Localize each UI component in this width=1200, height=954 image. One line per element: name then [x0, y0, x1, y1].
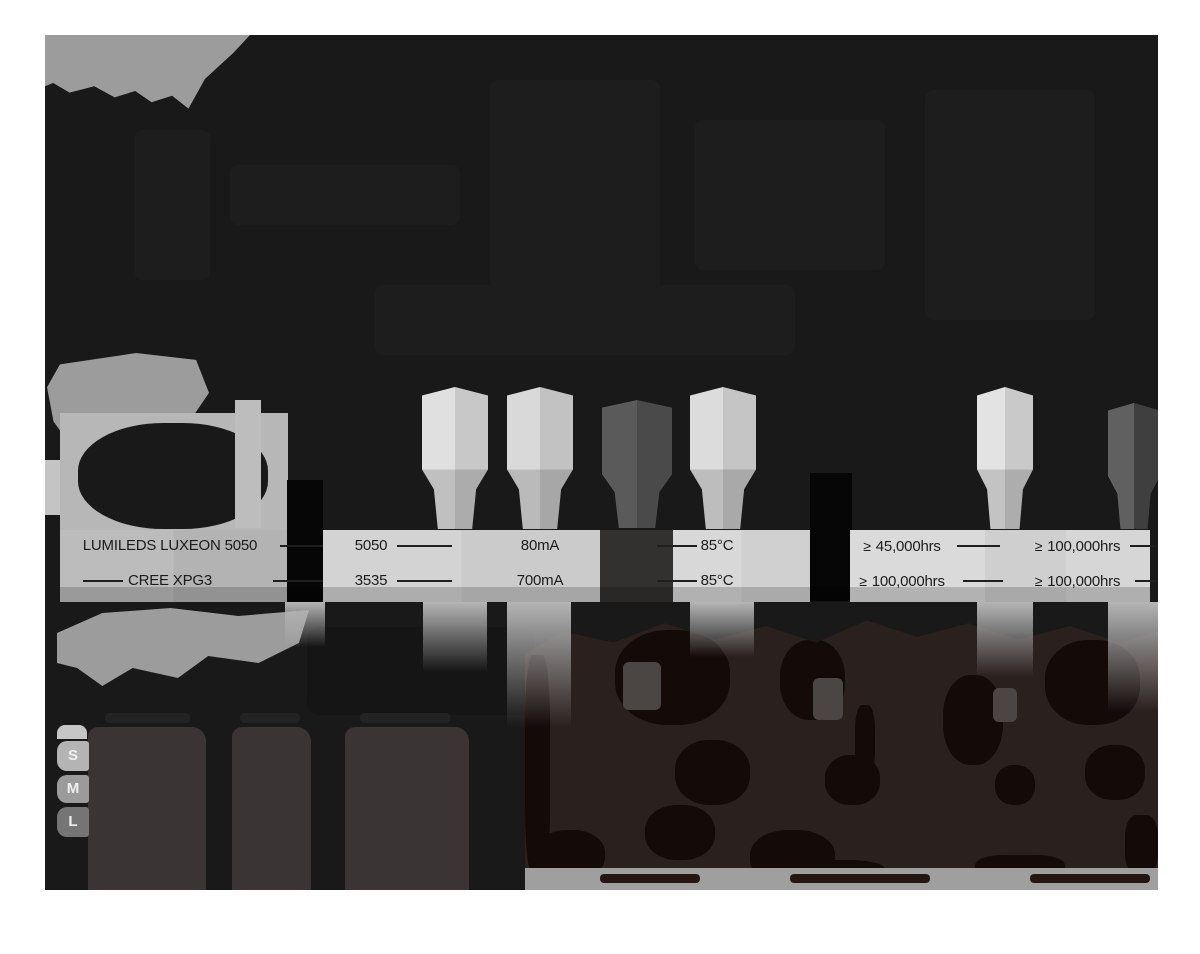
- cell-name-row2: CREE XPG3: [127, 572, 213, 589]
- current-icon: [507, 387, 573, 529]
- leader-line: [657, 545, 697, 547]
- led-package-icon: [422, 387, 488, 529]
- photo-caption-band: [525, 868, 1158, 890]
- lifetime-value: 100,000hrs: [1047, 538, 1121, 555]
- led-chip-photo-1: [623, 662, 661, 710]
- lifetime-icon: [977, 387, 1033, 529]
- photo-shadow-blob: [1085, 745, 1145, 800]
- cell-current-row1: 80mA: [520, 537, 560, 554]
- faint-title-shape: [490, 80, 660, 290]
- size-chip-l: L: [57, 807, 89, 837]
- faint-title-shape: [925, 90, 1095, 320]
- column-fade: [1108, 602, 1158, 712]
- header-strip: [235, 400, 261, 528]
- product-photo-panel: [525, 615, 1158, 890]
- size-chip-s: S: [57, 741, 89, 771]
- led-chip-photo-3: [993, 688, 1017, 722]
- leader-line: [1130, 545, 1155, 547]
- leader-line: [273, 580, 323, 582]
- lifetime-value: 45,000hrs: [875, 538, 941, 555]
- cell-lifetime2-row2: [1010, 572, 1145, 590]
- column-fade: [977, 602, 1033, 677]
- photo-caption-text-blob: [600, 874, 700, 883]
- faint-title-shape: [135, 130, 210, 280]
- column-fade: [507, 602, 571, 727]
- cell-current-row2: 700mA: [516, 572, 564, 589]
- size-table-column-2: [232, 727, 311, 890]
- leader-line: [957, 545, 1000, 547]
- photo-shadow-blob: [825, 755, 880, 805]
- cell-temperature-row2: 85°C: [700, 572, 734, 589]
- cell-lifetime2-row1: [1010, 537, 1145, 555]
- lifetime-icon-2: [1108, 403, 1158, 529]
- size-column-header: [360, 713, 450, 723]
- size-chip-cap: [57, 725, 87, 739]
- column-fade: [423, 602, 487, 672]
- leader-line: [397, 545, 452, 547]
- photo-shadow-blob: [1125, 815, 1158, 875]
- lifetime-value: 100,000hrs: [1047, 573, 1121, 590]
- faint-section-graphic: [307, 627, 535, 715]
- greater-equal-marker-icon: ≥: [1034, 538, 1043, 554]
- brush-stroke-section-3: [57, 608, 309, 708]
- photo-caption-text-blob: [1030, 874, 1150, 883]
- size-column-header: [105, 713, 190, 723]
- faint-title-shape: [695, 120, 885, 270]
- size-table-column-3: [345, 727, 469, 890]
- photo-shadow-blob: [995, 765, 1035, 805]
- greater-equal-marker-icon: ≥: [1034, 573, 1043, 589]
- cell-package-row1: 5050: [354, 537, 388, 554]
- lifetime-value: 100,000hrs: [871, 573, 945, 590]
- cell-lifetime1-row2: [837, 572, 967, 590]
- temperature-icon: [690, 387, 756, 529]
- leader-line: [657, 580, 697, 582]
- greater-equal-marker-icon: ≥: [863, 538, 871, 554]
- infographic-canvas: [45, 35, 1158, 890]
- faint-title-shape: [375, 285, 795, 355]
- brush-stroke-top-left: [45, 35, 250, 115]
- size-column-header: [240, 713, 300, 723]
- leader-line: [1135, 580, 1157, 582]
- cell-name-row1: LUMILEDS LUXEON 5050: [82, 537, 258, 554]
- photo-shadow-blob: [645, 805, 715, 860]
- greater-equal-marker-icon: ≥: [859, 573, 867, 589]
- leader-line: [397, 580, 452, 582]
- cell-temperature-row1: 85°C: [700, 537, 734, 554]
- size-chip-m: M: [57, 775, 89, 803]
- photo-shadow-blob: [675, 740, 750, 805]
- leader-line: [83, 580, 123, 582]
- column-fade: [285, 602, 325, 647]
- cell-package-row2: 3535: [354, 572, 388, 589]
- led-chip-photo-2: [813, 678, 843, 720]
- faint-title-shape: [230, 165, 460, 225]
- size-table-column-1: [88, 727, 206, 890]
- cell-lifetime1-row1: [837, 537, 967, 555]
- thermometer-icon: [602, 400, 672, 528]
- leader-line: [280, 545, 323, 547]
- leader-line: [963, 580, 1003, 582]
- photo-caption-text-blob: [790, 874, 930, 883]
- column-fade: [690, 602, 754, 657]
